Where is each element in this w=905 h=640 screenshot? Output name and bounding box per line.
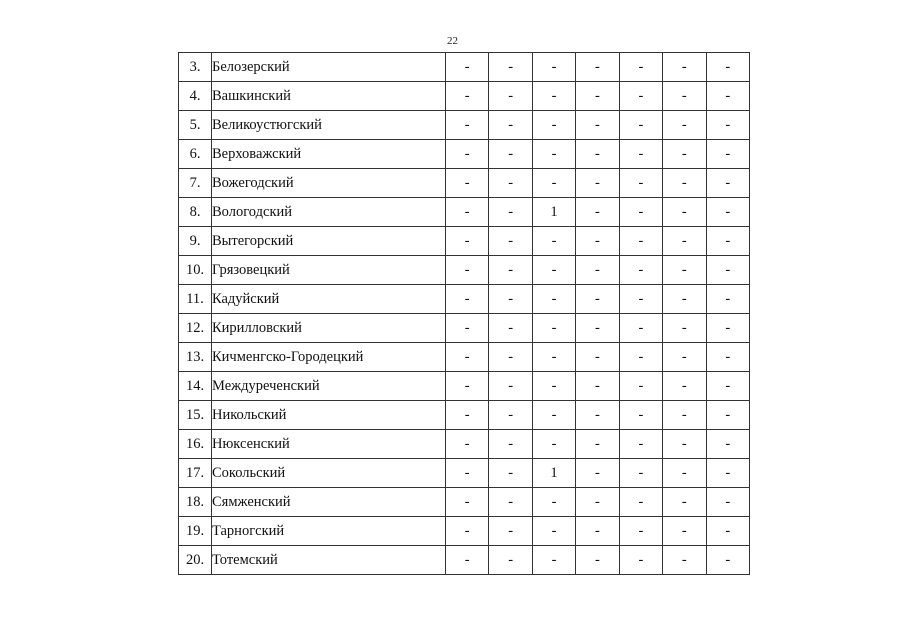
value-cell: - — [576, 82, 619, 111]
district-name: Кичменгско-Городецкий — [212, 343, 446, 372]
table-row — [179, 256, 750, 285]
district-name: Великоустюгский — [212, 111, 446, 140]
value-cell: - — [446, 285, 489, 314]
district-name: Тотемский — [212, 546, 446, 575]
value-cell: - — [446, 314, 489, 343]
table-body — [179, 53, 750, 575]
value-cell: - — [619, 285, 662, 314]
value-cell: - — [446, 169, 489, 198]
value-cell: 1 — [532, 459, 575, 488]
table-row — [179, 169, 750, 198]
value-cell: - — [663, 82, 706, 111]
value-cell: - — [446, 546, 489, 575]
table-row — [179, 285, 750, 314]
value-cell: - — [619, 343, 662, 372]
district-name: Грязовецкий — [212, 256, 446, 285]
value-cell: - — [446, 140, 489, 169]
value-cell: - — [619, 140, 662, 169]
value-cell: - — [446, 343, 489, 372]
value-cell: - — [576, 343, 619, 372]
district-name: Белозерский — [212, 53, 446, 82]
value-cell: - — [532, 343, 575, 372]
value-cell: - — [663, 459, 706, 488]
value-cell: - — [446, 401, 489, 430]
value-cell: - — [706, 546, 749, 575]
value-cell: - — [706, 488, 749, 517]
value-cell: - — [532, 53, 575, 82]
table-row — [179, 198, 750, 227]
table-row — [179, 517, 750, 546]
value-cell: - — [532, 256, 575, 285]
value-cell: - — [576, 256, 619, 285]
value-cell: - — [619, 517, 662, 546]
row-number: 15. — [179, 401, 212, 430]
district-table — [178, 52, 750, 575]
value-cell: - — [489, 198, 532, 227]
value-cell: - — [619, 198, 662, 227]
value-cell: - — [706, 517, 749, 546]
value-cell: - — [489, 227, 532, 256]
value-cell: - — [663, 227, 706, 256]
row-number: 6. — [179, 140, 212, 169]
value-cell: - — [532, 169, 575, 198]
value-cell: - — [663, 401, 706, 430]
value-cell: - — [706, 401, 749, 430]
value-cell: - — [706, 372, 749, 401]
value-cell: - — [663, 430, 706, 459]
value-cell: - — [663, 517, 706, 546]
value-cell: - — [706, 430, 749, 459]
value-cell: - — [446, 372, 489, 401]
value-cell: - — [663, 198, 706, 227]
district-name: Кирилловский — [212, 314, 446, 343]
row-number: 16. — [179, 430, 212, 459]
value-cell: - — [576, 140, 619, 169]
row-number: 13. — [179, 343, 212, 372]
table-row — [179, 111, 750, 140]
value-cell: - — [576, 372, 619, 401]
district-name: Нюксенский — [212, 430, 446, 459]
district-name: Сямженский — [212, 488, 446, 517]
value-cell: - — [446, 459, 489, 488]
value-cell: - — [532, 140, 575, 169]
value-cell: - — [532, 401, 575, 430]
district-name: Вытегорский — [212, 227, 446, 256]
row-number: 20. — [179, 546, 212, 575]
table-row — [179, 459, 750, 488]
value-cell: - — [489, 314, 532, 343]
table-row — [179, 82, 750, 111]
value-cell: - — [532, 227, 575, 256]
table-row — [179, 140, 750, 169]
value-cell: - — [576, 517, 619, 546]
row-number: 11. — [179, 285, 212, 314]
value-cell: - — [532, 488, 575, 517]
value-cell: - — [489, 546, 532, 575]
value-cell: - — [706, 459, 749, 488]
value-cell: - — [663, 372, 706, 401]
value-cell: - — [532, 314, 575, 343]
table-row — [179, 372, 750, 401]
value-cell: - — [706, 227, 749, 256]
value-cell: - — [446, 488, 489, 517]
value-cell: - — [663, 169, 706, 198]
value-cell: - — [532, 111, 575, 140]
value-cell: - — [619, 82, 662, 111]
district-name: Тарногский — [212, 517, 446, 546]
value-cell: - — [576, 169, 619, 198]
value-cell: - — [532, 430, 575, 459]
table-row — [179, 343, 750, 372]
row-number: 12. — [179, 314, 212, 343]
value-cell: - — [663, 343, 706, 372]
value-cell: - — [619, 401, 662, 430]
value-cell: - — [706, 256, 749, 285]
row-number: 19. — [179, 517, 212, 546]
value-cell: - — [489, 488, 532, 517]
table-row — [179, 546, 750, 575]
value-cell: - — [532, 372, 575, 401]
row-number: 8. — [179, 198, 212, 227]
row-number: 18. — [179, 488, 212, 517]
district-name: Верховажский — [212, 140, 446, 169]
value-cell: - — [619, 372, 662, 401]
value-cell: - — [489, 459, 532, 488]
value-cell: - — [446, 53, 489, 82]
value-cell: - — [446, 517, 489, 546]
value-cell: - — [489, 372, 532, 401]
value-cell: - — [489, 82, 532, 111]
table-row — [179, 227, 750, 256]
value-cell: - — [532, 546, 575, 575]
value-cell: - — [706, 169, 749, 198]
value-cell: - — [489, 169, 532, 198]
district-name: Кадуйский — [212, 285, 446, 314]
value-cell: - — [532, 285, 575, 314]
value-cell: - — [489, 517, 532, 546]
value-cell: 1 — [532, 198, 575, 227]
district-name: Вологодский — [212, 198, 446, 227]
value-cell: - — [576, 285, 619, 314]
value-cell: - — [489, 343, 532, 372]
value-cell: - — [706, 198, 749, 227]
value-cell: - — [576, 401, 619, 430]
value-cell: - — [576, 546, 619, 575]
table-row — [179, 314, 750, 343]
value-cell: - — [619, 459, 662, 488]
value-cell: - — [576, 227, 619, 256]
value-cell: - — [663, 546, 706, 575]
value-cell: - — [619, 488, 662, 517]
value-cell: - — [706, 111, 749, 140]
value-cell: - — [619, 314, 662, 343]
page-number: 22 — [447, 35, 458, 47]
value-cell: - — [446, 82, 489, 111]
row-number: 10. — [179, 256, 212, 285]
district-name: Сокольский — [212, 459, 446, 488]
value-cell: - — [706, 53, 749, 82]
value-cell: - — [619, 256, 662, 285]
district-name: Вожегодский — [212, 169, 446, 198]
value-cell: - — [619, 53, 662, 82]
value-cell: - — [619, 169, 662, 198]
value-cell: - — [706, 285, 749, 314]
row-number: 3. — [179, 53, 212, 82]
row-number: 14. — [179, 372, 212, 401]
value-cell: - — [576, 488, 619, 517]
district-name: Междуреченский — [212, 372, 446, 401]
table-row — [179, 53, 750, 82]
district-name: Никольский — [212, 401, 446, 430]
value-cell: - — [706, 314, 749, 343]
value-cell: - — [576, 111, 619, 140]
value-cell: - — [663, 111, 706, 140]
value-cell: - — [576, 198, 619, 227]
table-row — [179, 401, 750, 430]
value-cell: - — [619, 111, 662, 140]
value-cell: - — [663, 140, 706, 169]
value-cell: - — [532, 82, 575, 111]
value-cell: - — [489, 256, 532, 285]
value-cell: - — [489, 111, 532, 140]
row-number: 4. — [179, 82, 212, 111]
value-cell: - — [489, 140, 532, 169]
value-cell: - — [619, 546, 662, 575]
row-number: 17. — [179, 459, 212, 488]
table-row — [179, 488, 750, 517]
row-number: 9. — [179, 227, 212, 256]
value-cell: - — [489, 430, 532, 459]
value-cell: - — [619, 227, 662, 256]
value-cell: - — [489, 401, 532, 430]
value-cell: - — [446, 111, 489, 140]
value-cell: - — [446, 430, 489, 459]
value-cell: - — [446, 227, 489, 256]
value-cell: - — [663, 488, 706, 517]
value-cell: - — [663, 285, 706, 314]
table-row — [179, 430, 750, 459]
value-cell: - — [532, 517, 575, 546]
value-cell: - — [576, 430, 619, 459]
value-cell: - — [706, 140, 749, 169]
row-number: 7. — [179, 169, 212, 198]
value-cell: - — [489, 285, 532, 314]
value-cell: - — [489, 53, 532, 82]
value-cell: - — [706, 343, 749, 372]
value-cell: - — [663, 256, 706, 285]
value-cell: - — [446, 256, 489, 285]
row-number: 5. — [179, 111, 212, 140]
value-cell: - — [576, 314, 619, 343]
value-cell: - — [446, 198, 489, 227]
district-name: Вашкинский — [212, 82, 446, 111]
value-cell: - — [576, 53, 619, 82]
value-cell: - — [663, 314, 706, 343]
value-cell: - — [619, 430, 662, 459]
value-cell: - — [663, 53, 706, 82]
value-cell: - — [706, 82, 749, 111]
value-cell: - — [576, 459, 619, 488]
